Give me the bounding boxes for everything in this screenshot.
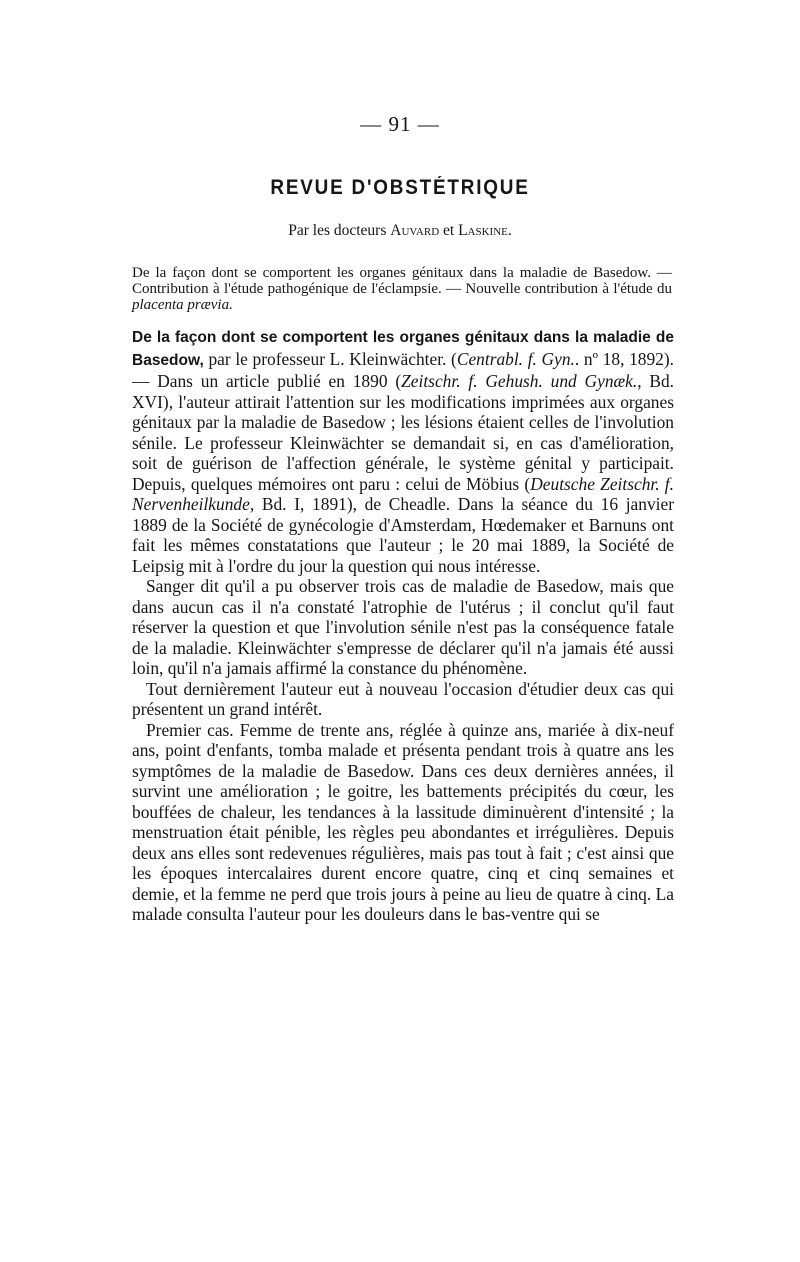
summary-paragraph (132, 265, 672, 313)
p1-text-d: Bd. I, 1891), de Cheadle. Dans la séance du 16 janvier 1889 de la Société de gynécologie d'Amsterdam, Hœdemaker et Barnuns ont fait les mêmes constatations que l'auteur ; le 20 mai 1889, la Société de Leipsig mit à l'ordre du jour la question qui nous intéresse. (132, 494, 674, 576)
paragraph-1 (132, 326, 674, 576)
citation-centrabl: Centrabl. f. Gyn. (456, 348, 575, 369)
article-lead-title: De la façon dont se comportent les organes génitaux dans la maladie de Basedow, (132, 329, 674, 369)
citation-zeitschr: Zeitschr. f. Gehush. und Gynæk. (401, 371, 638, 391)
authors-conj: et (439, 222, 459, 239)
paragraph-3: Tout dernièrement l'auteur eut à nouveau l'occasion d'étudier deux cas qui présentent un grand intérêt. (132, 678, 674, 719)
article-body (132, 326, 674, 925)
citation-deutsche: Deutsche Zeitschr. f. Nervenheilkunde, (132, 473, 674, 514)
author-laskine: Laskine (458, 222, 508, 239)
authors-line (0, 222, 800, 240)
p1-text-c: , Bd. XVI), l'auteur attirait l'attention sur les modifications imprimées aux organes génitaux par la maladie de Basedow ; les lésions étaient celles de l'involution sénile. Le professeur Kleinwächter se demandait si, en cas d'amélioration, soit de guérison de l'affection générale, le système génital y participait. Depuis, quelques mémoires ont paru : celui de Möbius ( (132, 371, 674, 494)
authors-suffix: . (507, 222, 512, 239)
summary-block (132, 265, 672, 313)
paragraph-4: Premier cas. Femme de trente ans, réglée à quinze ans, mariée à dix-neuf ans, point d'enfants, tomba malade et présenta pendant trois à quatre ans les symptômes de la maladie de Basedow. Dans ces deux dernières années, il survint une amélioration ; le goitre, les battements précipités du cœur, les bouffées de chaleur, les tendances à la lassitude diminuèrent d'intensité ; la menstruation était pénible, les règles peu abondantes et irrégulières. Depuis deux ans elles sont redevenues régulières, mais pas tout à fait ; c'est ainsi que les époques intercalaires durent encore quatre, cinq et cinq semaines et demie, et la femme ne perd que trois jours à peine au lieu de quatre à cinq. La malade consulta l'auteur pour les douleurs dans le bas-ventre qui se (132, 719, 674, 924)
authors-prefix: Par les docteurs (288, 222, 391, 239)
p1-text-a: par le professeur L. Kleinwächter. ( (203, 348, 457, 369)
page-number: — 91 — (360, 112, 440, 136)
paragraph-2: Sanger dit qu'il a pu observer trois cas de maladie de Basedow, mais que dans aucun cas il n'a constaté l'atrophie de l'utérus ; il conclut qu'il faut réserver la question et que l'involution sénile n'est pas la conséquence fatale de la maladie. Kleinwächter s'empresse de déclarer qu'il n'a jamais été aussi loin, qu'il n'a jamais affirmé la constance du phénomène. (132, 576, 674, 678)
summary-italic: placenta prævia. (132, 297, 233, 313)
page-title: REVUE D'OBSTÉTRIQUE (270, 176, 530, 199)
p1-text-b: . nº 18, 1892). — Dans un article publié en 1890 ( (132, 348, 675, 391)
author-auvard: Auvard (390, 222, 440, 239)
summary-text: De la façon dont se comportent les organes génitaux dans la maladie de Basedow. — Contribution à l'étude pathogénique de l'éclampsie. — Nouvelle contribution à l'étude du (132, 265, 672, 297)
